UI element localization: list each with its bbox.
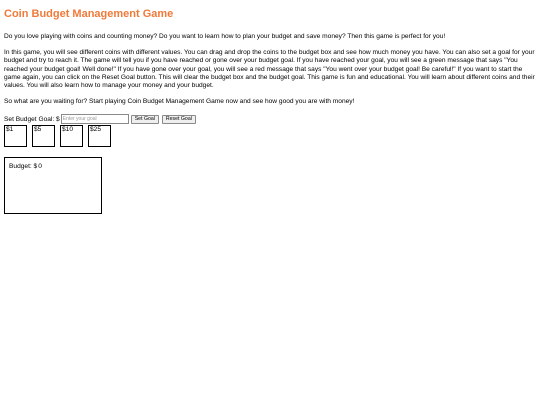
budget-box[interactable] — [4, 157, 102, 214]
instructions-paragraph: In this game, you will see different coins with different values. You can drag and drop the coins to the budget box and see how much money you have. You can also set a goal for your budget and try to reach it. The game will tell you if you have reached or gone over your budget goal. If you have reached your goal, you will see a green message that says "You reached your budget goal! Well done!" If you have gone over your goal, you will see a red message that says "You went over your budget goal! Be careful!" If you want to start the game again, you can click on the Reset Goal button. This will clear the budget box and the budget goal. This game is fun and educational. You will learn about different coins and their values. You will also learn how to manage your money and your budget. — [4, 49, 535, 90]
budget-goal-row — [4, 114, 536, 124]
coin-1[interactable]: $1 — [4, 125, 27, 147]
budget-goal-label: Set Budget Goal: $ — [4, 115, 60, 123]
budget-label: Budget: $ — [9, 163, 38, 171]
intro-paragraph: Do you love playing with coins and counting money? Do you want to learn how to plan your budget and save money? Then this game is perfect for you! — [4, 33, 446, 40]
set-goal-button[interactable]: Set Goal — [131, 115, 159, 124]
coin-10[interactable]: $10 — [60, 125, 83, 147]
coin-5[interactable]: $5 — [32, 125, 55, 147]
page-title: Coin Budget Management Game — [4, 8, 174, 20]
budget-goal-input[interactable] — [61, 114, 129, 124]
coin-tray — [4, 125, 536, 147]
call-to-action-paragraph: So what are you waiting for? Start playing Coin Budget Management Game now and see how good you are with money! — [4, 98, 355, 106]
budget-amount: 0 — [38, 163, 42, 171]
reset-goal-button[interactable]: Reset Goal — [162, 115, 196, 124]
coin-25[interactable]: $25 — [88, 125, 111, 147]
